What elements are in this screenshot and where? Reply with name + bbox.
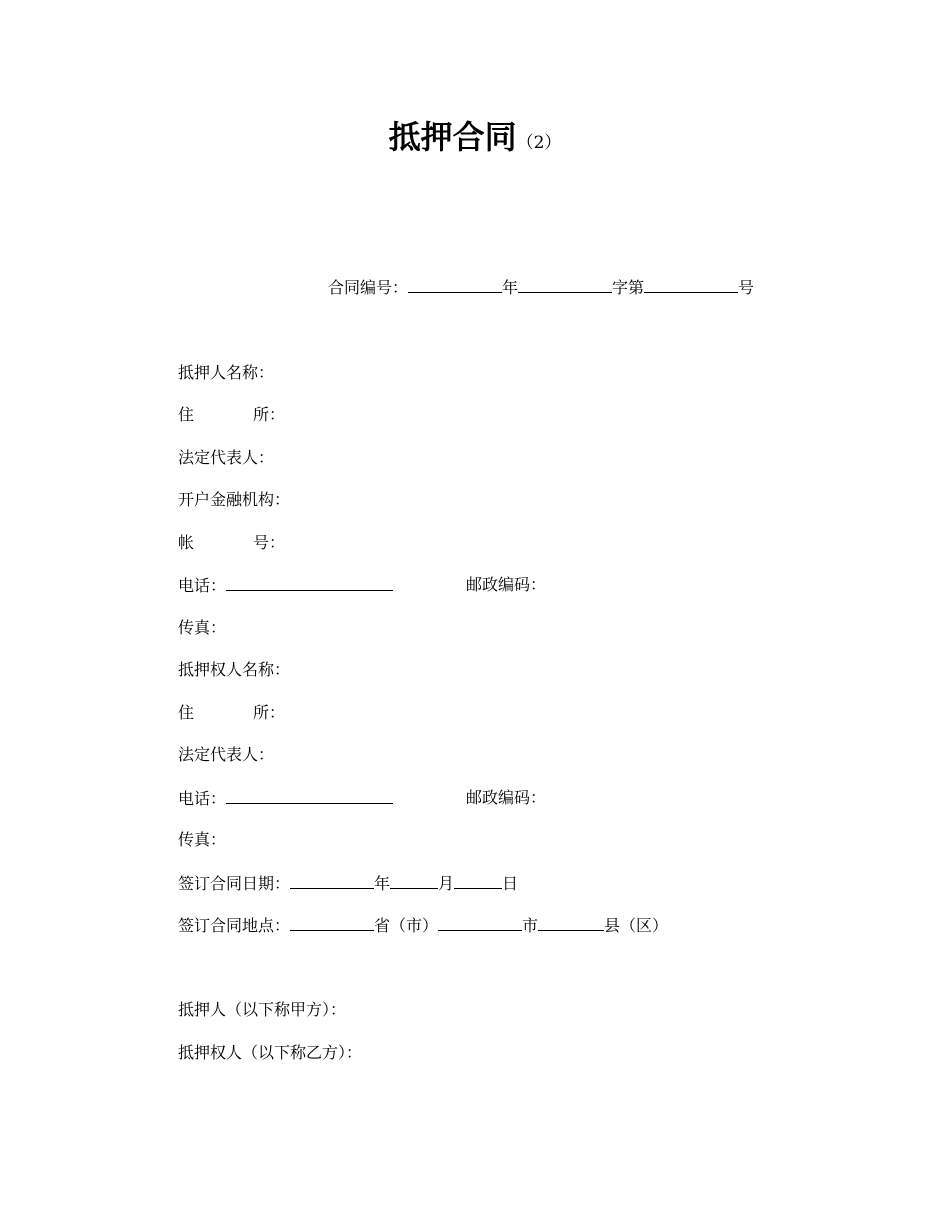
- mortgagee-address-label-1: 住: [178, 703, 195, 722]
- contract-word-label: 字第: [612, 278, 645, 297]
- signing-date-label: 签订合同日期：: [178, 874, 291, 893]
- signing-place-label: 签订合同地点：: [178, 916, 291, 935]
- mortgagee-fax-label: 传真：: [178, 830, 227, 849]
- mortgagor-fax-line: [178, 616, 226, 640]
- mortgagor-bank-line: [178, 488, 290, 512]
- mortgagor-postcode-line: [466, 573, 546, 597]
- mortgagor-account-label-1: 帐: [178, 533, 195, 552]
- signing-county-blank[interactable]: [538, 913, 604, 931]
- contract-year-label: 年: [502, 278, 519, 297]
- party-b-label: 抵押权人（以下称乙方）：: [178, 1043, 363, 1062]
- mortgagee-legal-rep-line: [178, 743, 274, 767]
- mortgagee-address-line: [178, 701, 285, 725]
- signing-year-label: 年: [374, 874, 391, 893]
- mortgagee-legal-rep-label: 法定代表人：: [178, 745, 275, 764]
- mortgagor-phone-label: 电话：: [178, 576, 227, 595]
- mortgagor-bank-label: 开户金融机构：: [178, 490, 291, 509]
- contract-number-blank[interactable]: [644, 275, 738, 293]
- party-a-line: [178, 998, 346, 1022]
- mortgagee-phone-line: [178, 786, 393, 811]
- mortgagee-name-line: [178, 658, 290, 682]
- mortgagee-postcode-line: [466, 786, 546, 810]
- mortgagor-account-line: [178, 531, 285, 555]
- mortgagor-address-label-2: 所：: [253, 405, 286, 424]
- contract-number-suffix: 号: [738, 278, 755, 297]
- title-suffix: （2）: [516, 133, 562, 153]
- signing-province-label: 省（市）: [374, 916, 439, 935]
- mortgagor-name-line: [178, 361, 274, 385]
- signing-province-blank[interactable]: [290, 913, 374, 931]
- mortgagor-phone-blank[interactable]: [226, 573, 393, 591]
- signing-place-line: [178, 913, 668, 938]
- contract-year-blank[interactable]: [408, 275, 502, 293]
- contract-number-line: [328, 275, 754, 300]
- mortgagee-phone-label: 电话：: [178, 789, 227, 808]
- mortgagor-account-label-2: 号：: [253, 533, 286, 552]
- mortgagee-postcode-label: 邮政编码：: [466, 788, 547, 807]
- signing-month-label: 月: [438, 874, 455, 893]
- mortgagee-address-label-2: 所：: [253, 703, 286, 722]
- mortgagee-name-label: 抵押权人名称：: [178, 660, 291, 679]
- mortgagor-address-line: [178, 403, 285, 427]
- mortgagor-address-label-1: 住: [178, 405, 195, 424]
- mortgagee-phone-blank[interactable]: [226, 786, 393, 804]
- signing-day-blank[interactable]: [454, 871, 502, 889]
- mortgagor-postcode-label: 邮政编码：: [466, 575, 547, 594]
- signing-day-label: 日: [502, 874, 519, 893]
- mortgagee-fax-line: [178, 828, 226, 852]
- mortgagor-legal-rep-label: 法定代表人：: [178, 448, 275, 467]
- contract-number-label: 合同编号：: [328, 278, 409, 297]
- contract-word-blank[interactable]: [518, 275, 612, 293]
- signing-date-line: [178, 871, 518, 896]
- party-a-label: 抵押人（以下称甲方）：: [178, 1000, 347, 1019]
- signing-month-blank[interactable]: [390, 871, 438, 889]
- document-title: [0, 112, 950, 158]
- party-b-line: [178, 1041, 362, 1065]
- signing-county-label: 县（区）: [604, 916, 669, 935]
- mortgagor-phone-line: [178, 573, 393, 598]
- signing-city-label: 市: [522, 916, 539, 935]
- title-main: 抵押合同: [388, 118, 517, 156]
- signing-year-blank[interactable]: [290, 871, 374, 889]
- mortgagor-name-label: 抵押人名称：: [178, 363, 275, 382]
- mortgagor-fax-label: 传真：: [178, 618, 227, 637]
- mortgagor-legal-rep-line: [178, 446, 274, 470]
- signing-city-blank[interactable]: [438, 913, 522, 931]
